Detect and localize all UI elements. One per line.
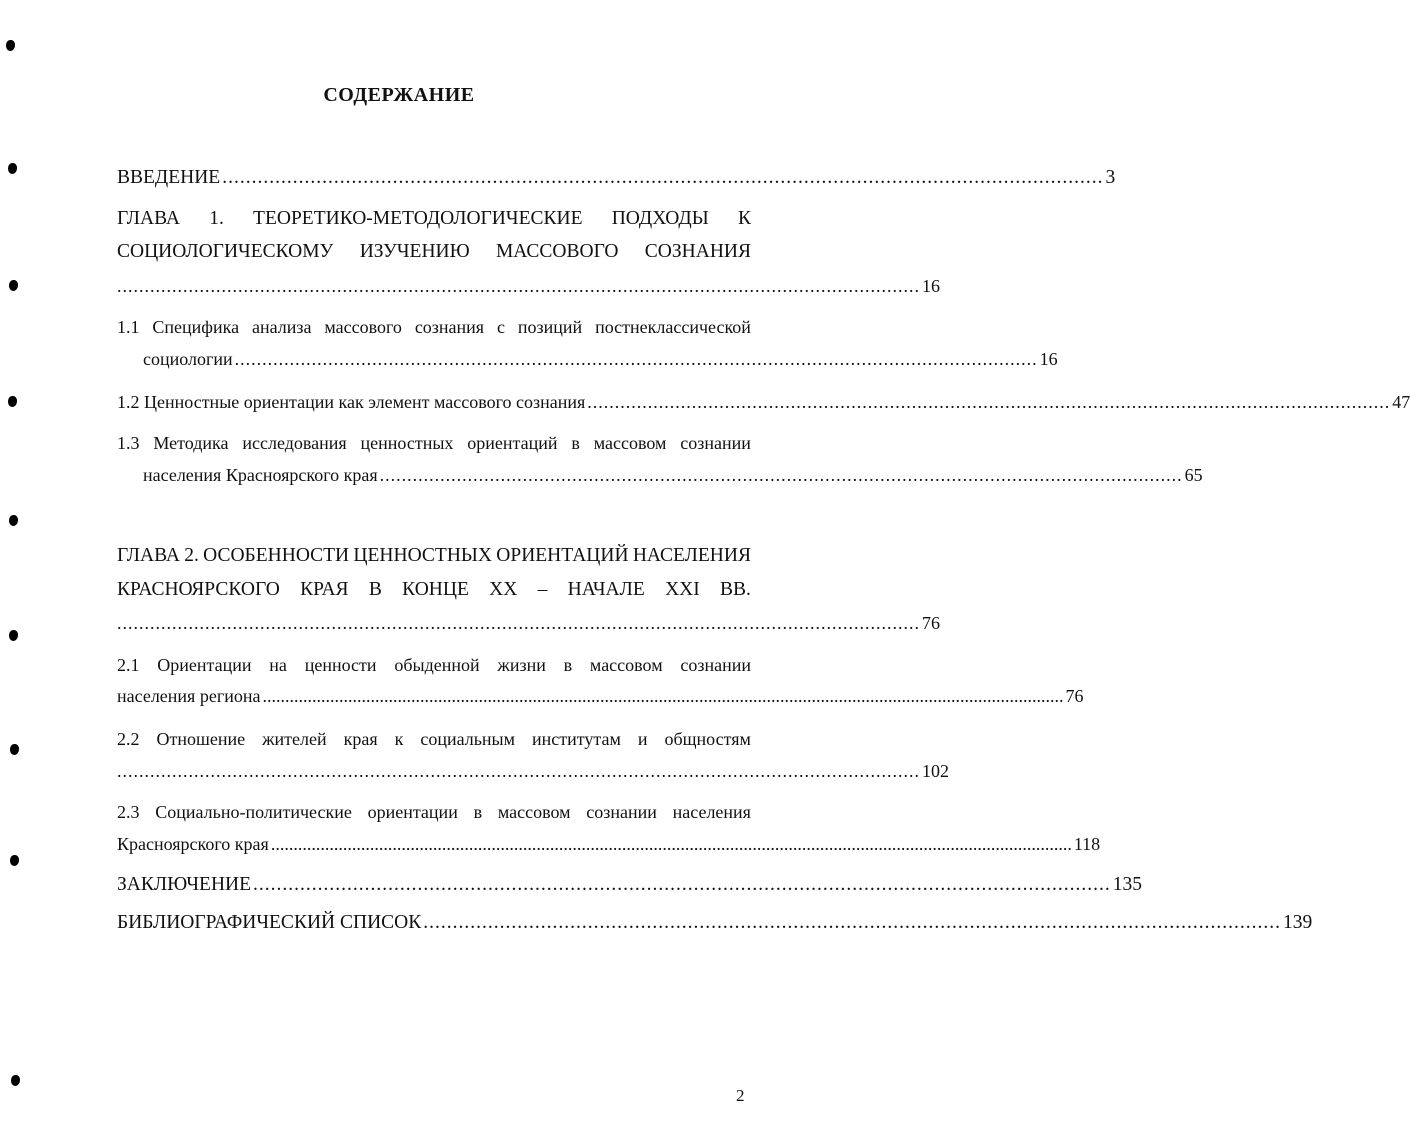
toc-section-2-2-page-line[interactable] [117,760,949,782]
toc-section-1-1-line-2[interactable]: социологии .................................................................................................................................................. 16 [143,349,1058,369]
scan-mark [11,1075,20,1086]
dot-leader: .................................................................................................................................................. [117,613,920,633]
scan-mark [10,744,19,755]
dot-leader: ...................................................................................................................................................... [222,167,1104,188]
scan-mark [8,163,17,174]
scan-mark [9,515,18,526]
dot-leader: .................................................................................................................................................. [253,874,1111,895]
toc-page-number: 3 [1105,167,1116,188]
toc-page-number: 16 [922,276,940,296]
scan-mark [6,40,15,51]
toc-section-2-2-line-1[interactable]: 2.2 Отношение жителей края к социальным институтам и общностям [117,729,751,749]
toc-chapter-2-line-1[interactable]: ГЛАВА 2. ОСОБЕННОСТИ ЦЕННОСТНЫХ ОРИЕНТАЦИЙ НАСЕЛЕНИЯ [117,545,751,566]
dot-leader: .................................................................................................................................................. [117,761,920,781]
dot-leader: .................................................................................................................................................. [234,349,1038,369]
scan-mark [8,396,17,407]
toc-section-2-3-line-2[interactable]: Красноярского края .................................................................................................................................................................................. 118 [117,834,1101,854]
toc-page-number: 65 [1184,465,1203,485]
toc-entry-intro[interactable] [117,167,1116,189]
toc-page-number: 76 [1065,686,1084,706]
toc-page-number: 76 [922,613,940,633]
dot-leader: .................................................................................................................................................. [423,912,1281,933]
toc-page-number: 118 [1073,834,1101,854]
toc-page-number: 16 [1039,349,1058,369]
toc-section-1-1-line-1[interactable]: 1.1 Специфика анализа массового сознания с позиций постнеклассической [117,317,751,337]
toc-section-1-3-line-2[interactable]: населения Красноярского края .................................................................................................................................................. 65 [143,465,1203,485]
toc-section-1-2[interactable]: 1.2 Ценностные ориентации как элемент массового сознания .................................................................................................................................................. 47 [117,392,1410,412]
toc-page-number: 102 [922,761,949,781]
dot-leader: .................................................................................................................................................. [587,392,1391,412]
toc-section-2-3-line-1[interactable]: 2.3 Социально-политические ориентации в массовом сознании населения [117,802,751,822]
scan-mark [10,855,19,866]
dot-leader: .................................................................................................................................................................................. [262,686,1064,706]
page-title: СОДЕРЖАНИЕ [323,84,475,106]
toc-entry-title: ВВЕДЕНИЕ [117,167,221,188]
toc-entry-bibliography[interactable]: БИБЛИОГРАФИЧЕСКИЙ СПИСОК .................................................................................................................................................. 139 [117,912,1313,933]
scan-mark [9,630,18,641]
page-number: 2 [736,1086,745,1105]
dot-leader: .................................................................................................................................................. [117,276,920,296]
toc-chapter-2-page-line[interactable] [117,612,940,634]
dot-leader: .................................................................................................................................................. [379,465,1183,485]
toc-chapter-1-page-line[interactable] [117,275,940,297]
scan-mark [9,280,18,291]
toc-section-2-1-line-2[interactable]: населения региона .................................................................................................................................................................................. 76 [117,686,1084,706]
toc-page-number: 139 [1283,912,1313,933]
toc-entry-conclusion[interactable]: ЗАКЛЮЧЕНИЕ .................................................................................................................................................. 135 [117,874,1143,895]
toc-page-number: 135 [1112,874,1143,895]
toc-chapter-1-line-2[interactable]: СОЦИОЛОГИЧЕСКОМУ ИЗУЧЕНИЮ МАССОВОГО СОЗНАНИЯ [117,241,751,262]
toc-page-number: 47 [1392,392,1410,412]
toc-chapter-2-line-2[interactable]: КРАСНОЯРСКОГО КРАЯ В КОНЦЕ XX – НАЧАЛЕ XXI ВВ. [117,579,751,600]
toc-chapter-1-line-1[interactable]: ГЛАВА 1. ТЕОРЕТИКО-МЕТОДОЛОГИЧЕСКИЕ ПОДХОДЫ К [117,208,751,229]
toc-section-1-3-line-1[interactable]: 1.3 Методика исследования ценностных ориентаций в массовом сознании [117,433,751,453]
toc-section-2-1-line-1[interactable]: 2.1 Ориентации на ценности обыденной жизни в массовом сознании [117,655,751,675]
dot-leader: .................................................................................................................................................................................. [270,834,1072,854]
